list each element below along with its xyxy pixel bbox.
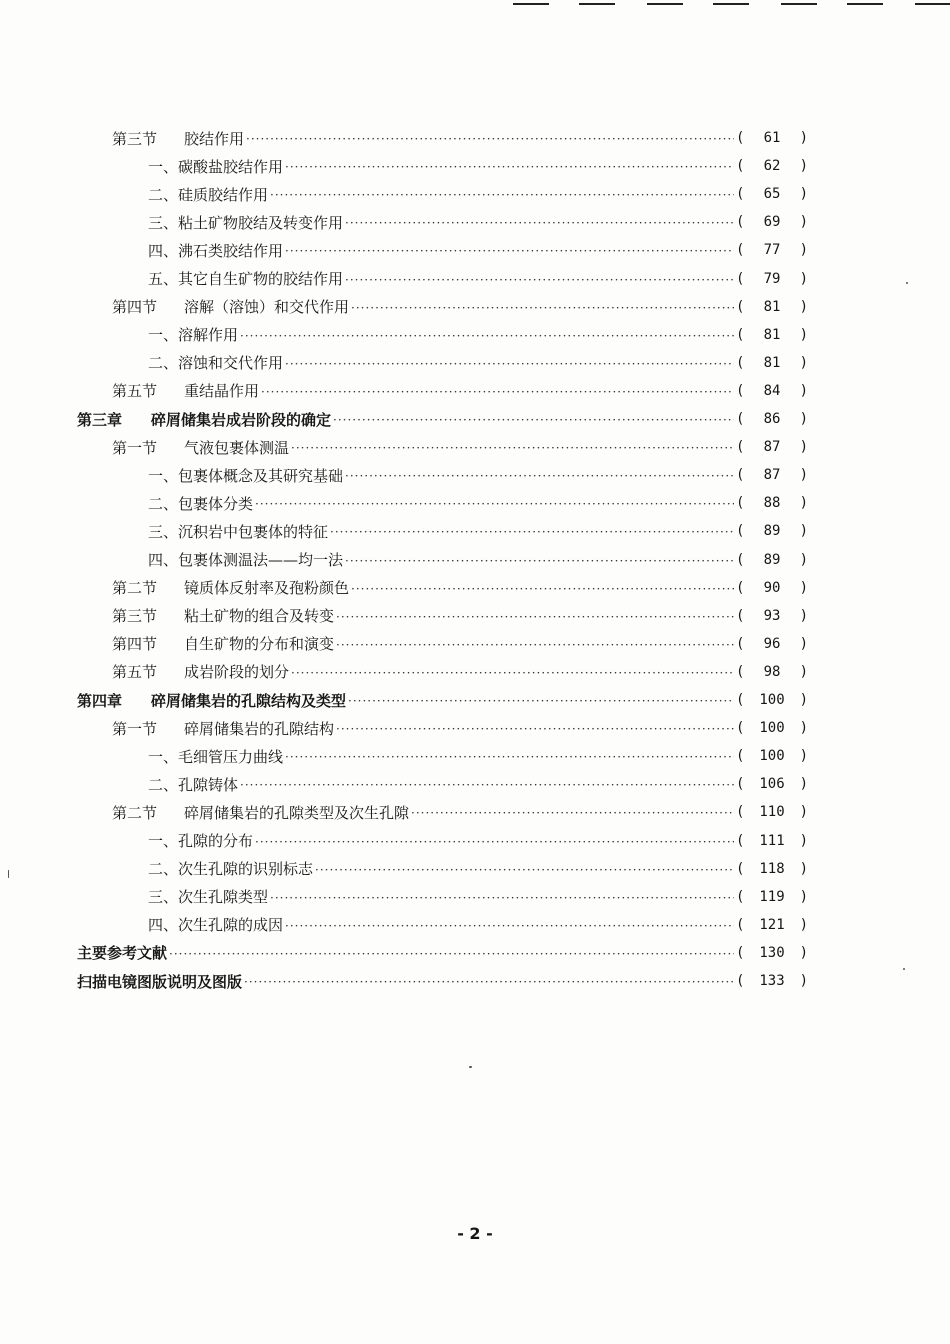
paren-open: ( xyxy=(736,635,745,652)
toc-heading xyxy=(77,690,346,711)
toc-heading xyxy=(148,212,343,233)
toc-page-number: 110 xyxy=(759,804,785,821)
paren-open: ( xyxy=(736,270,745,287)
toc-heading xyxy=(112,128,244,149)
paren-close: ) xyxy=(799,158,808,175)
paren-close: ) xyxy=(799,888,808,905)
toc-entry xyxy=(0,546,950,574)
toc-entry xyxy=(0,770,950,798)
toc-page-number: 62 xyxy=(763,158,781,175)
paren-close: ) xyxy=(799,776,808,793)
toc-entry-number: 第三节 xyxy=(112,129,158,148)
paren-open: ( xyxy=(736,523,745,540)
toc-leader-dots xyxy=(336,610,734,624)
toc-entry-title: 三、沉积岩中包裹体的特征 xyxy=(148,522,329,541)
paren-close: ) xyxy=(799,973,808,989)
toc-entry xyxy=(0,321,950,349)
paren-close: ) xyxy=(799,270,808,287)
paren-close: ) xyxy=(799,804,808,821)
toc-entry-title: 溶解（溶蚀）和交代作用 xyxy=(184,298,350,317)
toc-page-ref xyxy=(736,720,808,736)
toc-entry-title: 四、次生孔隙的成因 xyxy=(148,916,284,935)
toc-page-number: 100 xyxy=(759,720,785,737)
paren-close: ) xyxy=(799,692,808,708)
toc-entry xyxy=(0,658,950,686)
paren-open: ( xyxy=(736,973,745,989)
toc-page-ref xyxy=(736,636,808,652)
toc-entry xyxy=(0,124,950,152)
toc-heading xyxy=(112,802,409,823)
paren-open: ( xyxy=(736,411,745,427)
toc-entry-title: 胶结作用 xyxy=(184,129,245,148)
toc-page-ref xyxy=(736,973,808,989)
toc-heading xyxy=(112,718,334,739)
paren-close: ) xyxy=(799,326,808,343)
toc-entry-title: 一、孔隙的分布 xyxy=(148,832,254,850)
toc-leader-dots xyxy=(351,301,734,315)
toc-entry-title: 四、沸石类胶结作用 xyxy=(148,241,284,260)
toc-heading xyxy=(148,324,238,345)
toc-page-number: 79 xyxy=(763,270,781,287)
toc-leader-dots xyxy=(270,891,734,905)
toc-page-ref xyxy=(736,214,808,230)
toc-entry xyxy=(0,517,950,545)
toc-page-ref xyxy=(736,580,808,596)
toc-page-number: 87 xyxy=(763,467,781,484)
toc-leader-dots xyxy=(240,778,734,792)
paren-close: ) xyxy=(799,298,808,315)
paren-open: ( xyxy=(736,467,745,484)
paren-open: ( xyxy=(736,916,745,933)
toc-page-ref xyxy=(736,495,808,511)
toc-entry xyxy=(0,686,950,714)
toc-page-number: 100 xyxy=(759,748,785,765)
toc-page-ref xyxy=(736,242,808,258)
toc-page-ref xyxy=(736,664,808,680)
toc-entry xyxy=(0,827,950,855)
toc-page-number: 87 xyxy=(763,439,781,456)
toc-page-number: 89 xyxy=(763,523,781,540)
toc-page-ref xyxy=(736,945,808,961)
paren-close: ) xyxy=(799,130,808,146)
toc-heading xyxy=(148,268,343,289)
paren-open: ( xyxy=(736,158,745,175)
toc-entry-title: 碎屑储集岩的孔隙结构及类型 xyxy=(151,691,347,710)
toc-page-ref xyxy=(736,692,808,708)
toc-page-number: 81 xyxy=(763,298,781,315)
toc-entry-title: 主要参考文献 xyxy=(77,944,168,963)
paren-open: ( xyxy=(736,860,745,877)
toc-entry-title: 碎屑储集岩的孔隙类型及次生孔隙 xyxy=(184,803,410,822)
toc-entry-title: 气液包裹体测温 xyxy=(184,438,290,457)
paren-open: ( xyxy=(736,832,745,849)
scan-speck xyxy=(8,870,9,878)
paren-close: ) xyxy=(799,607,808,624)
toc-entry xyxy=(0,433,950,461)
toc-entry xyxy=(0,377,950,405)
toc-page-number: 90 xyxy=(763,579,781,596)
toc-entry xyxy=(0,236,950,264)
toc-heading xyxy=(77,409,331,430)
toc-entry-title: 自生矿物的分布和演变 xyxy=(184,635,335,654)
toc-entry-number: 第一节 xyxy=(112,719,158,738)
toc-page-ref xyxy=(736,523,808,539)
toc-page-number: 111 xyxy=(759,832,785,849)
toc-entry xyxy=(0,208,950,236)
toc-entry xyxy=(0,798,950,826)
toc-entry xyxy=(0,742,950,770)
toc-leader-dots xyxy=(255,835,734,849)
paren-open: ( xyxy=(736,439,745,456)
scan-speck xyxy=(903,968,905,970)
toc-leader-dots xyxy=(255,497,734,511)
toc-heading xyxy=(148,858,313,879)
page-number: - 2 - xyxy=(457,1224,493,1243)
toc-leader-dots xyxy=(285,750,734,764)
toc-leader-dots xyxy=(333,413,734,427)
paren-close: ) xyxy=(799,832,808,849)
paren-close: ) xyxy=(799,411,808,427)
toc-heading xyxy=(148,774,238,795)
toc-heading xyxy=(112,661,289,682)
toc-heading xyxy=(148,240,283,261)
toc-heading xyxy=(77,942,167,963)
paren-open: ( xyxy=(736,382,745,399)
toc-heading xyxy=(148,830,253,851)
toc-entry-title: 一、溶解作用 xyxy=(148,326,239,345)
toc-leader-dots xyxy=(285,160,734,174)
toc-page-ref xyxy=(736,186,808,202)
paren-open: ( xyxy=(736,298,745,315)
toc-entry xyxy=(0,349,950,377)
toc-entry-number: 第五节 xyxy=(112,663,158,682)
paren-open: ( xyxy=(736,944,745,961)
toc-heading xyxy=(148,465,343,486)
paren-open: ( xyxy=(736,748,745,765)
toc-heading xyxy=(77,971,242,992)
toc-page-ref xyxy=(736,889,808,905)
toc-page-ref xyxy=(736,158,808,174)
toc-entry-number: 第四章 xyxy=(77,691,123,710)
toc-page-number: 121 xyxy=(759,916,785,933)
paren-close: ) xyxy=(799,916,808,933)
toc-entry-title: 一、包裹体概念及其研究基础 xyxy=(148,466,344,485)
paren-close: ) xyxy=(799,439,808,456)
toc-entry-title: 二、硅质胶结作用 xyxy=(148,185,269,204)
paren-close: ) xyxy=(799,944,808,961)
toc-entry-title: 重结晶作用 xyxy=(184,382,260,401)
toc-page-number: 88 xyxy=(763,495,781,512)
toc-leader-dots xyxy=(261,385,734,399)
paren-close: ) xyxy=(799,495,808,512)
scan-speck xyxy=(469,1066,472,1068)
toc-entry-number: 第三章 xyxy=(77,410,123,429)
toc-entry xyxy=(0,967,950,995)
toc-entry-number: 第二节 xyxy=(112,803,158,822)
toc-page-ref xyxy=(736,411,808,427)
toc-entry-title: 五、其它自生矿物的胶结作用 xyxy=(148,270,344,288)
toc-page-number: 69 xyxy=(763,214,781,231)
paren-close: ) xyxy=(799,663,808,680)
toc-page-ref xyxy=(736,804,808,820)
paren-close: ) xyxy=(799,720,808,737)
toc-leader-dots xyxy=(345,216,734,230)
toc-page-ref xyxy=(736,833,808,849)
toc-page-number: 81 xyxy=(763,354,781,371)
toc-page-number: 119 xyxy=(759,888,785,905)
paren-close: ) xyxy=(799,467,808,484)
toc-page-number: 98 xyxy=(763,663,781,680)
toc-leader-dots xyxy=(411,806,734,820)
toc-page-ref xyxy=(736,467,808,483)
toc-page-number: 84 xyxy=(763,382,781,399)
toc-page-number: 133 xyxy=(759,973,785,989)
toc-page-ref xyxy=(736,917,808,933)
paren-open: ( xyxy=(736,720,745,737)
paren-open: ( xyxy=(736,804,745,821)
toc-heading xyxy=(148,184,268,205)
toc-leader-dots xyxy=(336,638,734,652)
toc-entry xyxy=(0,405,950,433)
paren-open: ( xyxy=(736,214,745,231)
toc-entry-title: 二、溶蚀和交代作用 xyxy=(148,354,284,373)
paren-close: ) xyxy=(799,382,808,399)
toc-entry xyxy=(0,714,950,742)
toc-leader-dots xyxy=(345,469,734,483)
toc-heading xyxy=(112,633,334,654)
toc-heading xyxy=(148,352,283,373)
toc-entry-title: 二、包裹体分类 xyxy=(148,494,254,513)
paren-open: ( xyxy=(736,326,745,343)
toc-entry xyxy=(0,574,950,602)
toc-leader-dots xyxy=(270,188,734,202)
toc-page-ref xyxy=(736,748,808,764)
toc-leader-dots xyxy=(291,441,734,455)
paren-open: ( xyxy=(736,186,745,203)
toc-entry xyxy=(0,489,950,517)
paren-close: ) xyxy=(799,186,808,203)
toc-leader-dots xyxy=(285,244,734,258)
paren-open: ( xyxy=(736,354,745,371)
toc-entry-number: 第一节 xyxy=(112,438,158,457)
header-rules xyxy=(505,0,950,6)
toc-page-number: 118 xyxy=(759,860,785,877)
toc-heading xyxy=(112,605,334,626)
toc-heading xyxy=(148,746,283,767)
toc-heading xyxy=(112,380,259,401)
toc-page-ref xyxy=(736,776,808,792)
toc-page-number: 93 xyxy=(763,607,781,624)
toc-leader-dots xyxy=(330,525,734,539)
toc-leader-dots xyxy=(315,863,734,877)
toc-leader-dots xyxy=(291,666,734,680)
paren-close: ) xyxy=(799,551,808,568)
paren-open: ( xyxy=(736,692,745,708)
toc-page-number: 106 xyxy=(759,776,785,793)
toc-entry-title: 碎屑储集岩成岩阶段的确定 xyxy=(151,410,332,429)
paren-close: ) xyxy=(799,242,808,259)
toc-page-ref xyxy=(736,271,808,287)
toc-entry xyxy=(0,180,950,208)
paren-open: ( xyxy=(736,130,745,146)
toc-entry xyxy=(0,855,950,883)
toc-leader-dots xyxy=(246,132,734,146)
toc-page-number: 96 xyxy=(763,635,781,652)
toc-page-ref xyxy=(736,355,808,371)
toc-entry-title: 成岩阶段的划分 xyxy=(184,663,290,682)
toc-page-number: 86 xyxy=(763,411,781,427)
toc-entry xyxy=(0,911,950,939)
toc-leader-dots xyxy=(240,329,734,343)
toc-leader-dots xyxy=(345,273,734,287)
toc-entry xyxy=(0,265,950,293)
paren-close: ) xyxy=(799,748,808,765)
paren-close: ) xyxy=(799,523,808,540)
toc-entry xyxy=(0,630,950,658)
toc-leader-dots xyxy=(285,919,734,933)
paren-open: ( xyxy=(736,888,745,905)
toc-page-number: 81 xyxy=(763,326,781,343)
paren-open: ( xyxy=(736,579,745,596)
toc-page-number: 89 xyxy=(763,551,781,568)
toc-heading xyxy=(112,577,349,598)
toc-heading xyxy=(148,521,328,542)
paren-open: ( xyxy=(736,607,745,624)
toc-entry-title: 三、粘土矿物胶结及转变作用 xyxy=(148,213,344,232)
toc-entry-number: 第二节 xyxy=(112,579,158,598)
toc-page-number: 65 xyxy=(763,186,781,203)
paren-open: ( xyxy=(736,242,745,259)
paren-open: ( xyxy=(736,495,745,512)
toc-leader-dots xyxy=(285,357,734,371)
toc-page-ref xyxy=(736,861,808,877)
toc-page-number: 100 xyxy=(759,692,785,708)
toc-entry-title: 扫描电镜图版说明及图版 xyxy=(77,972,243,991)
toc-entry-title: 三、次生孔隙类型 xyxy=(148,888,269,907)
paren-open: ( xyxy=(736,776,745,793)
toc-entry-number: 第四节 xyxy=(112,298,158,317)
toc-entry-title: 四、包裹体测温法——均一法 xyxy=(148,551,344,569)
toc-heading xyxy=(148,886,268,907)
toc-entry xyxy=(0,293,950,321)
toc-heading xyxy=(112,437,289,458)
toc-page-number: 77 xyxy=(763,242,781,259)
toc-page-ref xyxy=(736,383,808,399)
paren-close: ) xyxy=(799,635,808,652)
toc-heading xyxy=(148,493,253,514)
toc-page-ref xyxy=(736,552,808,568)
toc-entry-number: 第五节 xyxy=(112,382,158,401)
toc-entry-title: 一、碳酸盐胶结作用 xyxy=(148,157,284,176)
toc-page-number: 61 xyxy=(763,130,781,146)
paren-close: ) xyxy=(799,214,808,231)
toc-page-ref xyxy=(736,608,808,624)
toc-entry-title: 粘土矿物的组合及转变 xyxy=(184,607,335,626)
toc-leader-dots xyxy=(244,975,734,989)
toc-leader-dots xyxy=(345,554,734,568)
toc-entry-number: 第四节 xyxy=(112,635,158,654)
paren-open: ( xyxy=(736,663,745,680)
toc-entry xyxy=(0,602,950,630)
paren-close: ) xyxy=(799,354,808,371)
toc-entry xyxy=(0,461,950,489)
toc-heading xyxy=(148,156,283,177)
toc-leader-dots xyxy=(351,582,734,596)
toc-page-number: 130 xyxy=(759,944,785,961)
toc-entry xyxy=(0,939,950,967)
toc-entry-title: 碎屑储集岩的孔隙结构 xyxy=(184,719,335,738)
toc-entry-title: 一、毛细管压力曲线 xyxy=(148,747,284,766)
toc-leader-dots xyxy=(348,694,734,708)
scan-speck xyxy=(906,282,908,284)
toc-entry xyxy=(0,152,950,180)
toc-page-ref xyxy=(736,439,808,455)
toc-page-ref xyxy=(736,327,808,343)
toc-heading xyxy=(112,296,349,317)
toc-entry-title: 镜质体反射率及孢粉颜色 xyxy=(184,579,350,598)
toc-page-ref xyxy=(736,130,808,146)
toc-leader-dots xyxy=(169,947,734,961)
toc-entry-title: 二、孔隙铸体 xyxy=(148,775,239,794)
toc-entry-number: 第三节 xyxy=(112,607,158,626)
toc-entry-title: 二、次生孔隙的识别标志 xyxy=(148,860,314,879)
toc-page-ref xyxy=(736,299,808,315)
paren-close: ) xyxy=(799,860,808,877)
toc-leader-dots xyxy=(336,722,734,736)
toc-heading xyxy=(148,549,343,570)
toc-heading xyxy=(148,914,283,935)
paren-close: ) xyxy=(799,579,808,596)
toc-entry xyxy=(0,883,950,911)
paren-open: ( xyxy=(736,551,745,568)
